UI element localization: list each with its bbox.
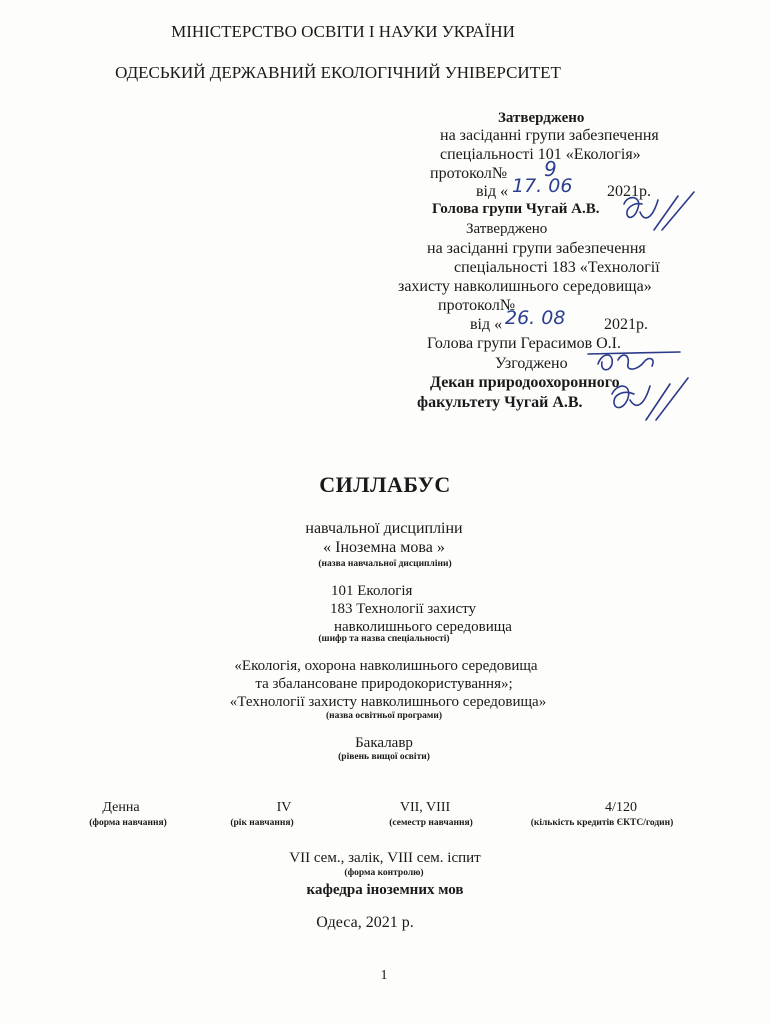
speciality-line: 101 Екологія [331,583,413,599]
study-form-value: Денна [102,800,140,815]
signature-icon [618,190,698,234]
city-year: Одеса, 2021 р. [316,914,414,931]
speciality-line: 183 Технології захисту [330,601,476,617]
protocol-label: протокол№ [438,297,516,314]
credits-value: 4/120 [605,800,637,815]
education-level-caption: (рівень вищої освіти) [338,752,430,762]
control-form-value: VII сем., залік, VIII сем. іспит [289,850,481,866]
discipline-caption: (назва навчальної дисципліни) [318,559,452,569]
discipline-label: навчальної дисципліни [305,520,463,537]
signature-icon [588,340,688,376]
approval-line: захисту навколишнього середовища» [398,278,652,295]
date-prefix: від « [476,183,509,200]
date-prefix: від « [470,316,503,333]
department-name: кафедра іноземних мов [306,882,464,898]
protocol-label: протокол№ [430,165,508,182]
program-line: та збалансоване природокористування»; [255,676,513,692]
agreement-line: факультету Чугай А.В. [417,394,583,411]
program-line: «Технології захисту навколишнього середовища» [229,694,547,710]
program-line: «Екологія, охорона навколишнього середовища [234,658,538,674]
handwritten-date: 26. 08 [505,307,566,329]
education-level: Бакалавр [355,735,413,751]
approval-line: на засіданні групи забезпечення [427,240,646,257]
semester-caption: (семестр навчання) [389,818,473,828]
date-year: 2021р. [604,316,648,333]
speciality-line: навколишнього середовища [334,619,512,635]
discipline-name: « Іноземна мова » [323,539,445,556]
approval-line: спеціальності 101 «Екологія» [440,146,641,163]
page-number: 1 [380,968,388,983]
group-head: Голова групи Чугай А.В. [432,201,600,217]
study-year-value: IV [276,800,292,815]
approval-line: спеціальності 183 «Технології [454,259,660,276]
agreement-title: Узгоджено [495,355,568,372]
approval-title: Затверджено [498,110,585,126]
approval-line: на засіданні групи забезпечення [440,127,659,144]
handwritten-date: 17. 06 [512,175,573,197]
date-year: 2021р. [607,183,651,200]
speciality-caption: (шифр та назва спеціальності) [318,634,450,644]
study-form-caption: (форма навчання) [89,818,167,828]
university-heading: ОДЕСЬКИЙ ДЕРЖАВНИЙ ЕКОЛОГІЧНИЙ УНІВЕРСИТЕТ [115,63,561,82]
group-head: Голова групи Герасимов О.І. [427,335,621,352]
credits-caption: (кількість кредитів ЄКТС/годин) [530,818,674,828]
agreement-line: Декан природоохоронного [430,374,620,391]
approval-title: Затверджено [466,221,548,237]
study-year-caption: (рік навчання) [230,818,294,828]
handwritten-protocol-number: 9 [544,157,557,181]
ministry-heading: МІНІСТЕРСТВО ОСВІТИ І НАУКИ УКРАЇНИ [171,22,515,41]
syllabus-title: СИЛЛАБУС [319,472,451,497]
semester-value: VII, VIII [399,800,451,815]
signature-icon [604,372,694,422]
program-caption: (назва освітньої програми) [325,711,443,721]
control-form-caption: (форма контролю) [344,868,424,878]
